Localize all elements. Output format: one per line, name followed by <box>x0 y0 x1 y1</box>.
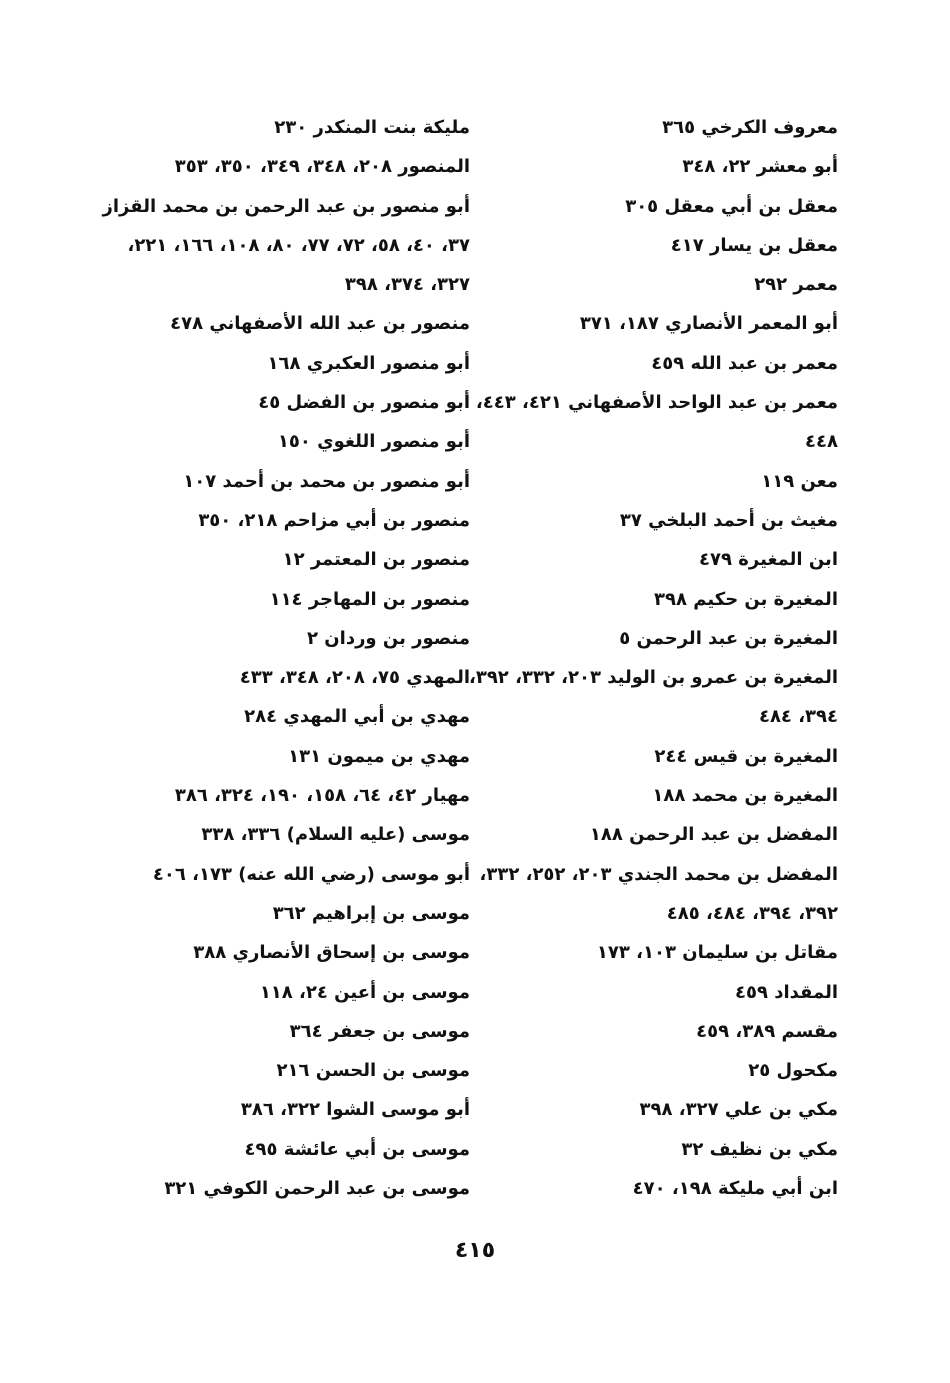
index-entry: معقل بن أبي معقل ٣٠٥ <box>625 195 838 217</box>
index-entry: مكي بن علي ٣٢٧، ٣٩٨ <box>639 1099 838 1121</box>
index-entry: موسى بن عبد الرحمن الكوفي ٣٢١ <box>164 1178 470 1200</box>
index-entry: المفضل بن عبد الرحمن ١٨٨ <box>589 824 838 846</box>
index-entry: مقاتل بن سليمان ١٠٣، ١٧٣ <box>596 942 838 964</box>
index-entry: منصور بن المهاجر ١١٤ <box>269 588 470 610</box>
index-entry: موسى بن إبراهيم ٣٦٢ <box>272 902 470 924</box>
index-entry: أبو منصور بن الفضل ٤٥ <box>258 392 470 414</box>
index-entry: ابن المغيرة ٤٧٩ <box>699 549 838 571</box>
index-entry: المغيرة بن قيس ٢٤٤ <box>654 745 838 767</box>
index-entry-continuation: ٣٩٤، ٤٨٤ <box>758 706 838 728</box>
index-entry: المغيرة بن عمرو بن الوليد ٢٠٣، ٣٣٢، ٣٩٢، <box>468 667 838 689</box>
index-entry: موسى بن الحسن ٢١٦ <box>276 1060 470 1082</box>
index-column-left <box>102 108 470 1208</box>
index-entry: موسى بن إسحاق الأنصاري ٣٨٨ <box>193 942 470 964</box>
index-entry: أبو موسى الشوا ٣٢٢، ٣٨٦ <box>240 1099 470 1121</box>
index-entry: منصور بن المعتمر ١٢ <box>282 549 470 571</box>
index-entry: أبو منصور العكبري ١٦٨ <box>267 352 470 374</box>
index-entry: مقسم ٣٨٩، ٤٥٩ <box>696 1020 838 1042</box>
index-entry: منصور بن عبد الله الأصفهاني ٤٧٨ <box>170 313 470 335</box>
index-entry: المغيرة بن حكيم ٣٩٨ <box>654 588 838 610</box>
index-entry-continuation: ٣٧، ٤٠، ٥٨، ٧٢، ٧٧، ٨٠، ١٠٨، ١٦٦، ٢٢١، <box>127 234 470 256</box>
index-entry: المغيرة بن عبد الرحمن ٥ <box>619 627 838 649</box>
index-entry: مهدي بن ميمون ١٣١ <box>288 745 470 767</box>
index-entry: ابن أبي مليكة ١٩٨، ٤٧٠ <box>632 1178 838 1200</box>
index-entry: أبو موسى (رضي الله عنه) ١٧٣، ٤٠٦ <box>152 863 470 885</box>
index-entry: منصور بن وردان ٢ <box>307 627 470 649</box>
index-entry: منصور بن أبي مزاحم ٢١٨، ٣٥٠ <box>198 509 470 531</box>
index-entry: مهدي بن أبي المهدي ٢٨٤ <box>244 706 470 728</box>
index-entry: معمر ٢٩٢ <box>754 274 838 296</box>
page-number: ٤١٥ <box>454 1238 496 1263</box>
index-entry: موسى بن جعفر ٣٦٤ <box>289 1020 470 1042</box>
index-entry: أبو معشر ٢٢، ٣٤٨ <box>682 156 838 178</box>
index-entry: المقداد ٤٥٩ <box>735 981 838 1003</box>
index-entry: المفضل بن محمد الجندي ٢٠٣، ٢٥٢، ٣٣٢، <box>479 863 838 885</box>
index-entry: موسى (عليه السلام) ٣٣٦، ٣٣٨ <box>201 824 470 846</box>
index-column-right <box>468 108 838 1208</box>
index-entry: أبو منصور اللغوي ١٥٠ <box>277 431 470 453</box>
index-entry: مهيار ٤٢، ٦٤، ١٥٨، ١٩٠، ٣٢٤، ٣٨٦ <box>174 785 470 807</box>
index-entry: معمر بن عبد الله ٤٥٩ <box>651 352 838 374</box>
index-entry: موسى بن أعين ٢٤، ١١٨ <box>259 981 470 1003</box>
index-entry: معروف الكرخي ٣٦٥ <box>662 117 838 138</box>
index-entry: أبو منصور بن محمد بن أحمد ١٠٧ <box>183 470 470 492</box>
index-entry: مليكة بنت المنكدر ٢٣٠ <box>274 117 470 138</box>
index-entry: المغيرة بن محمد ١٨٨ <box>652 785 838 807</box>
index-entry: أبو منصور بن عبد الرحمن بن محمد القزاز <box>102 195 470 217</box>
index-entry: المنصور ٢٠٨، ٣٤٨، ٣٤٩، ٣٥٠، ٣٥٣ <box>174 156 470 178</box>
index-entry: أبو المعمر الأنصاري ١٨٧، ٣٧١ <box>579 313 838 335</box>
index-entry: معقل بن يسار ٤١٧ <box>670 234 838 256</box>
index-entry: المهدي ٧٥، ٢٠٨، ٣٤٨، ٤٣٣ <box>239 667 470 689</box>
index-entry: معن ١١٩ <box>761 470 838 492</box>
index-entry-continuation: ٤٤٨ <box>805 431 838 453</box>
index-entry-continuation: ٣٢٧، ٣٧٤، ٣٩٨ <box>344 274 470 296</box>
index-entry: مغيث بن أحمد البلخي ٣٧ <box>619 509 838 531</box>
index-entry: موسى بن أبي عائشة ٤٩٥ <box>244 1138 470 1160</box>
index-entry: مكحول ٢٥ <box>748 1060 838 1082</box>
index-entry: معمر بن عبد الواحد الأصفهاني ٤٢١، ٤٤٣، <box>475 392 838 414</box>
index-entry: مكي بن نظيف ٣٢ <box>681 1138 838 1160</box>
index-entry-continuation: ٣٩٢، ٣٩٤، ٤٨٤، ٤٨٥ <box>666 902 838 924</box>
